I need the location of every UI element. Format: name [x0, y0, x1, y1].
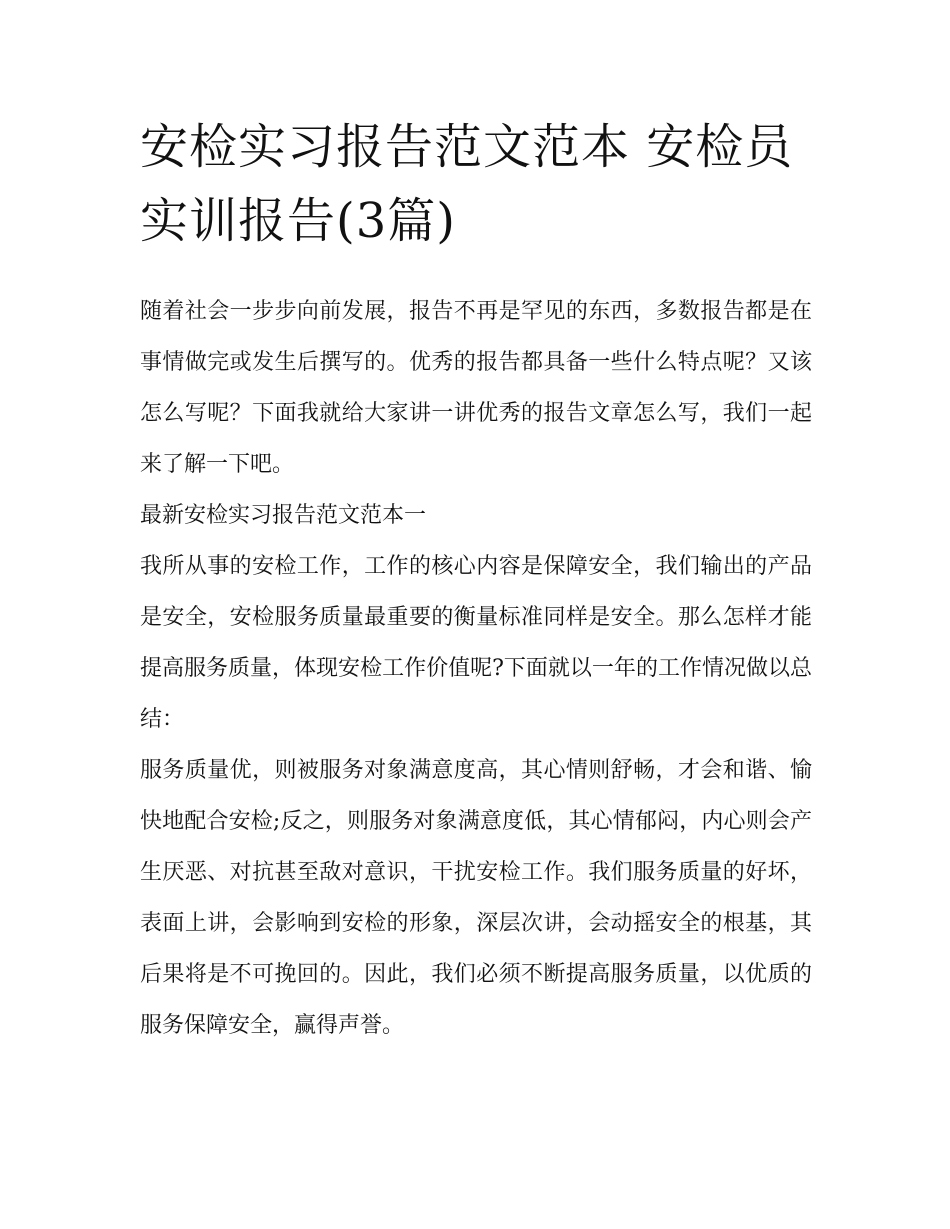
document-page [140, 110, 812, 1051]
intro-paragraph: 随着社会一步步向前发展，报告不再是罕见的东西，多数报告都是在事情做完或发生后撰写的。优秀的报告都具备一些什么特点呢？又该怎么写呢？下面我就给大家讲一讲优秀的报告文章怎么写，我们一起来了解一下吧。 [140, 299, 812, 477]
body-paragraph-1: 我所从事的安检工作，工作的核心内容是保障安全，我们输出的产品是安全，安检服务质量最重要的衡量标准同样是安全。那么怎样才能提高服务质量，体现安检工作价值呢?下面就以一年的工作情况做以总结： [140, 554, 812, 732]
body-paragraph-2: 服务质量优，则被服务对象满意度高，其心情则舒畅，才会和谐、愉快地配合安检;反之，则服务对象满意度低，其心情郁闷，内心则会产生厌恶、对抗甚至敌对意识，干扰安检工作。我们服务质量的好坏，表面上讲，会影响到安检的形象，深层次讲，会动摇安全的根基，其后果将是不可挽回的。因此，我们必须不断提高服务质量，以优质的服务保障安全，赢得声誉。 [140, 758, 812, 1038]
document-title: 安检实习报告范文范本 安检员实训报告(3篇) [140, 119, 794, 249]
section-heading: 最新安检实习报告范文范本一 [140, 503, 427, 528]
